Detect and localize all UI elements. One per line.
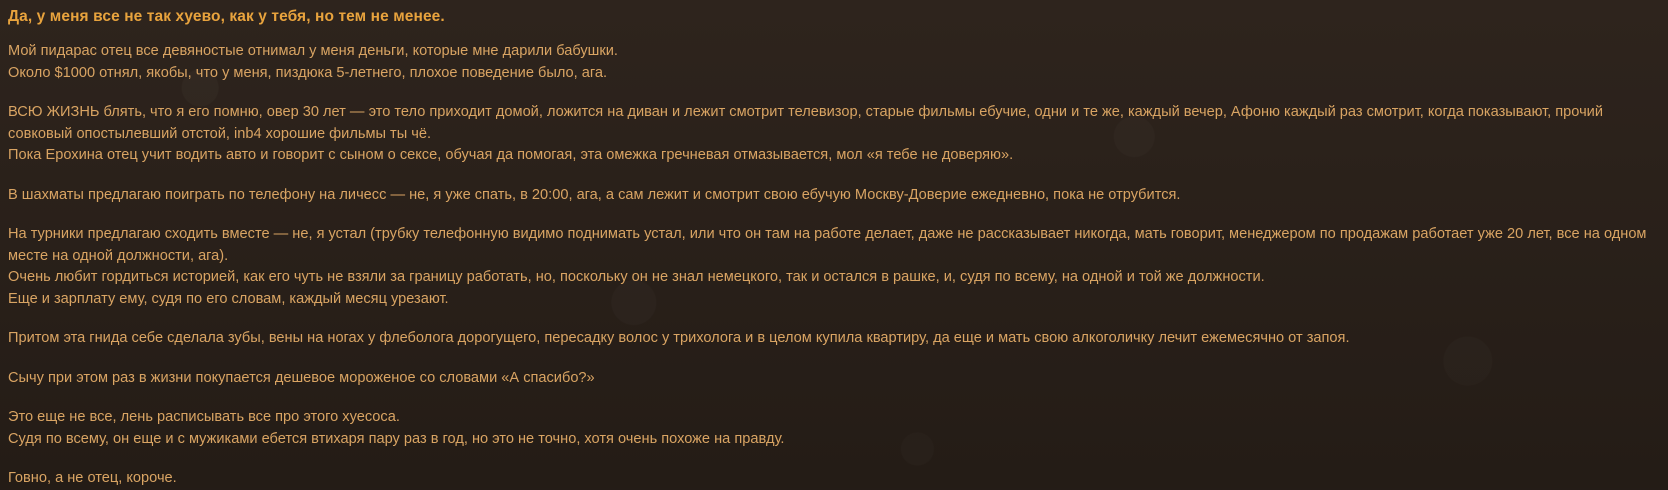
post-line: На турники предлагаю сходить вместе — не, я устал (трубку телефонную видимо поднимать устал, или что он там на работе делает, даже не рассказывает никогда, мать говорит, менеджером по продажам работает уже 20 лет, все на одном месте на одной должности, ага). bbox=[8, 226, 1647, 264]
post-body bbox=[8, 41, 1660, 490]
post-line: Притом эта гнида себе сделала зубы, вены на ногах у флеболога дорогущего, пересадку волос у трихолога и в целом купила квартиру, да еще и мать свою алкоголичку лечит ежемесячно от запоя. bbox=[8, 330, 1350, 346]
post-line: Говно, а не отец, короче. bbox=[8, 470, 177, 486]
post-paragraph bbox=[8, 102, 1660, 167]
post-line: Пока Ерохина отец учит водить авто и говорит с сыном о сексе, обучая да помогая, эта омежка гречневая отмазывается, мол «я тебе не доверяю». bbox=[8, 147, 1014, 163]
post-paragraph bbox=[8, 328, 1660, 350]
post-line: Мой пидарас отец все девяностые отнимал у меня деньги, которые мне дарили бабушки. bbox=[8, 43, 618, 59]
post-line: Очень любит гордиться историей, как его чуть не взяли за границу работать, но, поскольку он не знал немецкого, так и остался в рашке, и, судя по всему, на одной и той же должности. bbox=[8, 269, 1265, 285]
post-paragraph bbox=[8, 41, 1660, 84]
post-line: Это еще не все, лень расписывать все про этого хуесоса. bbox=[8, 409, 400, 425]
post-line: ВСЮ ЖИЗНЬ блять, что я его помню, овер 30 лет — это тело приходит домой, ложится на диван и лежит смотрит телевизор, старые фильмы ебучие, одни и те же, каждый вечер, Афоню каждый раз смотрит, когда показывают, прочий совковый опостылевший отстой, inb4 хорошие фильмы ты чё. bbox=[8, 104, 1603, 142]
post-line: Сычу при этом раз в жизни покупается дешевое мороженое со словами «А спасибо?» bbox=[8, 369, 595, 386]
post-title: Да, у меня все не так хуево, как у тебя, но тем не менее. bbox=[8, 8, 445, 25]
post-paragraph bbox=[8, 185, 1660, 207]
post-paragraph bbox=[8, 407, 1660, 450]
post-line: Еще и зарплату ему, судя по его словам, каждый месяц урезают. bbox=[8, 290, 449, 307]
post-paragraph bbox=[8, 468, 1660, 490]
post-line: Судя по всему, он еще и с мужиками ебется втихаря пару раз в год, но это не точно, хотя очень похоже на правду. bbox=[8, 430, 785, 447]
post-paragraph bbox=[8, 368, 1660, 390]
post-line: Около $1000 отнял, якобы, что у меня, пиздюка 5-летнего, плохое поведение было, ага. bbox=[8, 64, 608, 81]
post-line: В шахматы предлагаю поиграть по телефону на личесс — не, я уже спать, в 20:00, ага, а сам лежит и смотрит свою ебучую Москву-Доверие ежедневно, пока не отрубится. bbox=[8, 186, 1181, 203]
post-paragraph bbox=[8, 224, 1660, 310]
